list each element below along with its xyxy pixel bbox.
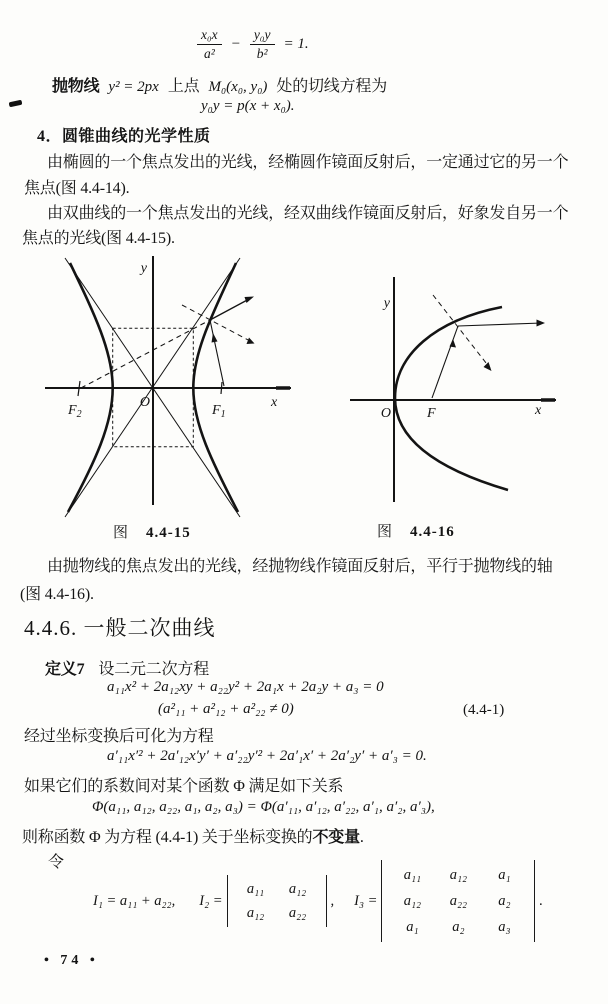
focus-label-f: F — [427, 406, 436, 421]
invariants-row — [93, 862, 543, 940]
origin-label: O — [139, 395, 150, 410]
caption-number: 4.4-15 — [146, 525, 191, 541]
matrix-cell: a₁₁ — [403, 867, 422, 883]
equation-general-quadratic: a₁₁x² + 2a₁₂xy + a₂₂y² + 2a₁x + 2a₂y + a₃ = 0 — [107, 679, 384, 695]
term-invariant: 不变量 — [312, 829, 360, 846]
caption-number: 4.4-16 — [410, 524, 455, 540]
matrix-cell: a₃ — [498, 919, 511, 935]
parabola-curve — [395, 307, 508, 490]
fraction-2-numerator: y₀y — [250, 27, 275, 45]
matrix-row — [389, 862, 527, 888]
tangent-arrowhead — [247, 338, 255, 345]
math-parabola-eq: y² = 2px — [108, 79, 159, 95]
fraction-2-denominator: b² — [256, 45, 268, 61]
figure-parabola-4-4-16 — [340, 272, 575, 507]
determinant-2x2 — [227, 875, 327, 927]
figure-caption-4-4-16 — [377, 520, 455, 541]
body-line: 由椭圆的一个焦点发出的光线，经椭圆作镜面反射后，一定通过它的另一个 — [47, 154, 569, 171]
body-line: 由双曲线的一个焦点发出的光线，经双曲线作镜面反射后，好象发自另一个 — [47, 205, 569, 222]
body-line: 如果它们的系数间对某个函数 Φ 满足如下关系 — [24, 778, 344, 795]
fraction-1-numerator: x₀x — [197, 27, 222, 45]
equation-hyperbola-tangent — [197, 27, 309, 61]
matrix-row — [235, 901, 319, 925]
term-parabola: 抛物线 — [52, 78, 100, 95]
determinant-3x3 — [381, 860, 535, 942]
equation-nondegeneracy-condition: (a²₁₁ + a²₁₂ + a²₂₂ ≠ 0) — [158, 701, 294, 717]
invariant-period: . — [359, 829, 364, 846]
fraction-1 — [197, 27, 222, 61]
matrix-cell: a₁₂ — [403, 893, 422, 909]
body-line-let: 令 — [48, 854, 64, 871]
invariant-text: 则称函数 Φ 为方程 (4.4-1) 关于坐标变换的 — [22, 829, 313, 846]
invariant-i3-lhs: I₃ = — [354, 892, 378, 909]
caption-label: 图 — [377, 524, 393, 540]
matrix-cell: a₂₂ — [288, 905, 307, 921]
math-point-m0: M₀(x₀, y₀) — [208, 79, 268, 95]
equation-phi-invariance: Φ(a₁₁, a₁₂, a₂₂, a₁, a₂, a₃) = Φ(a′₁₁, a′₁₂, a′₂₂, a′₁, a′₂, a′₃), — [92, 799, 435, 815]
text-tangent-equation-is: 处的切线方程为 — [276, 78, 388, 95]
matrix-cell: a₂₂ — [449, 893, 468, 909]
origin-label: O — [380, 406, 391, 421]
focus-f1-tick — [221, 382, 222, 394]
definition-text: 设二元二次方程 — [98, 661, 210, 678]
matrix-cell: a₁ — [498, 867, 511, 883]
matrix-row — [235, 877, 319, 901]
incident-ray-arrowhead — [450, 339, 457, 348]
figure-caption-4-4-15 — [113, 521, 191, 542]
body-line: 焦点(图 4.4-14). — [24, 180, 130, 197]
figure-hyperbola-4-4-15 — [40, 250, 305, 518]
matrix-cell: a₂ — [452, 919, 465, 935]
equation-number: (4.4-1) — [463, 702, 505, 718]
matrix-cell: a₂ — [498, 893, 511, 909]
focus-label-f2: $F_2$ — [68, 403, 82, 420]
matrix-row — [389, 888, 527, 914]
axis-label-y: y — [383, 296, 390, 311]
equals-one: = 1. — [283, 35, 309, 52]
reflected-ray-arrowhead — [537, 320, 546, 327]
reflected-ray-arrowhead — [245, 297, 255, 304]
stray-ink-mark — [9, 100, 23, 108]
caption-label: 图 — [113, 525, 129, 541]
tangent-line-at-p — [433, 295, 490, 368]
text-at-point: 上点 — [167, 78, 200, 95]
definition-7-line — [45, 656, 209, 679]
body-line: 经过坐标变换后可化为方程 — [24, 728, 214, 745]
invariant-i2-comma: , — [330, 892, 335, 909]
matrix-row — [389, 914, 527, 940]
body-line: (图 4.4-16). — [20, 586, 94, 603]
incident-ray-arrowhead — [212, 333, 218, 343]
matrix-cell: a₁₁ — [246, 881, 265, 897]
reflected-ray — [458, 323, 542, 326]
matrix-cell: a₁ — [406, 919, 419, 935]
axis-label-y: y — [140, 261, 147, 276]
matrix-cell: a₁₂ — [449, 867, 468, 883]
equation-transformed: a′₁₁x′² + 2a′₁₂x′y′ + a′₂₂y′² + 2a′₁x′ + 2a′₂y′ + a′₃ = 0. — [107, 748, 427, 764]
body-line: 焦点的光线(图 4.4-15). — [22, 230, 175, 247]
page-number: • 74 • — [44, 953, 99, 968]
definition-label: 定义7 — [45, 661, 85, 678]
matrix-cell: a₁₂ — [246, 905, 265, 921]
section-heading-general-quadratic: 4.4.6. 一般二次曲线 — [24, 616, 216, 640]
fraction-2 — [250, 27, 275, 61]
section-heading-optics: 4．圆锥曲线的光学性质 — [37, 128, 211, 145]
body-line: 由抛物线的焦点发出的光线，经抛物线作镜面反射后，平行于抛物线的轴 — [47, 558, 553, 575]
body-line-invariant — [22, 824, 364, 847]
tangent-line-at-p — [182, 305, 252, 342]
fraction-1-denominator: a² — [203, 45, 215, 61]
invariant-i3-period: . — [539, 892, 544, 909]
axis-label-x: x — [271, 395, 278, 410]
axis-label-x: x — [535, 403, 542, 418]
incident-ray-from-f — [432, 326, 458, 398]
invariant-i1: I₁ = a₁₁ + a₂₂, — [93, 892, 176, 909]
equation-parabola-tangent: y₀y = p(x + x₀). — [201, 98, 295, 114]
matrix-cell: a₁₂ — [288, 881, 307, 897]
incident-ray-f1 — [210, 320, 224, 386]
focus-label-f1: $F_1$ — [212, 403, 226, 420]
body-line-parabola-tangent — [52, 73, 387, 96]
minus-sign: − — [230, 35, 241, 52]
invariant-i2-lhs: I₂ = — [199, 892, 223, 909]
tangent-arrowhead — [484, 362, 492, 371]
